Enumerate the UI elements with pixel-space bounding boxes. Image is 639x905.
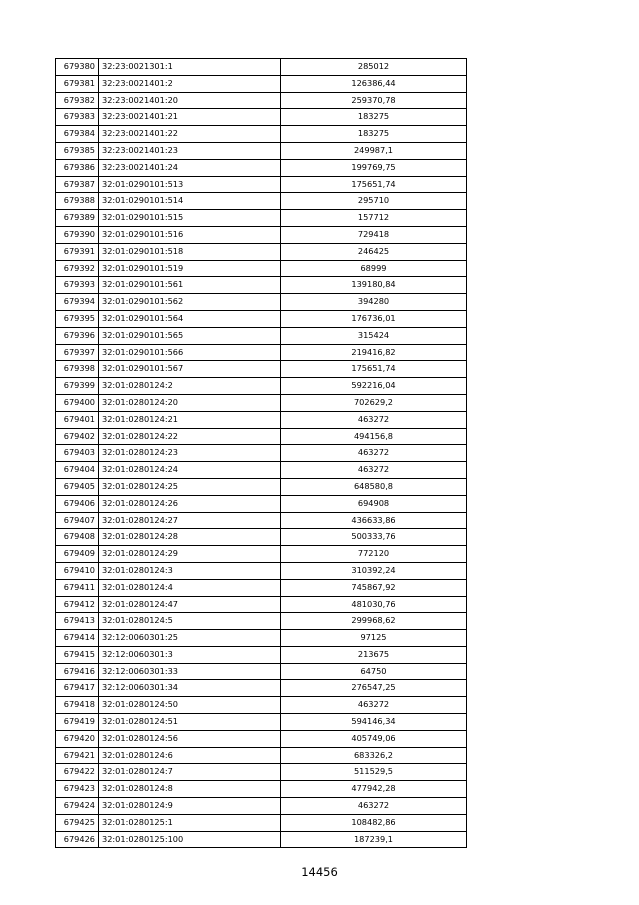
table-row: [56, 378, 467, 395]
value-cell: 648580,8: [281, 478, 467, 495]
cadastral-number-cell: 32:01:0280124:6: [99, 747, 281, 764]
row-id-cell: 679422: [56, 764, 99, 781]
value-cell: 108482,86: [281, 814, 467, 831]
value-cell: 511529,5: [281, 764, 467, 781]
value-cell: 463272: [281, 445, 467, 462]
table-row: [56, 478, 467, 495]
value-cell: 463272: [281, 697, 467, 714]
row-id-cell: 679415: [56, 646, 99, 663]
value-cell: 481030,76: [281, 596, 467, 613]
row-id-cell: 679410: [56, 562, 99, 579]
row-id-cell: 679383: [56, 109, 99, 126]
value-cell: 463272: [281, 798, 467, 815]
value-cell: 494156,8: [281, 428, 467, 445]
table-row: [56, 260, 467, 277]
cadastral-number-cell: 32:12:0060301:33: [99, 663, 281, 680]
table-row: [56, 814, 467, 831]
cadastral-number-cell: 32:01:0280124:4: [99, 579, 281, 596]
cadastral-number-cell: 32:23:0021401:24: [99, 159, 281, 176]
value-cell: 176736,01: [281, 310, 467, 327]
table-row: [56, 747, 467, 764]
cadastral-number-cell: 32:12:0060301:34: [99, 680, 281, 697]
row-id-cell: 679400: [56, 394, 99, 411]
row-id-cell: 679399: [56, 378, 99, 395]
cadastral-number-cell: 32:01:0280124:29: [99, 546, 281, 563]
cadastral-number-cell: 32:01:0280124:5: [99, 613, 281, 630]
table-row: [56, 210, 467, 227]
cadastral-number-cell: 32:23:0021301:1: [99, 59, 281, 76]
table-row: [56, 764, 467, 781]
table-row: [56, 126, 467, 143]
row-id-cell: 679396: [56, 327, 99, 344]
row-id-cell: 679426: [56, 831, 99, 848]
row-id-cell: 679424: [56, 798, 99, 815]
cadastral-number-cell: 32:01:0280124:51: [99, 714, 281, 731]
value-cell: 126386,44: [281, 75, 467, 92]
row-id-cell: 679397: [56, 344, 99, 361]
row-id-cell: 679398: [56, 361, 99, 378]
data-table: [55, 58, 467, 848]
value-cell: 394280: [281, 294, 467, 311]
table-row: [56, 92, 467, 109]
value-cell: 436633,86: [281, 512, 467, 529]
value-cell: 594146,34: [281, 714, 467, 731]
cadastral-number-cell: 32:01:0290101:565: [99, 327, 281, 344]
value-cell: 175651,74: [281, 176, 467, 193]
value-cell: 183275: [281, 109, 467, 126]
cadastral-number-cell: 32:01:0280124:3: [99, 562, 281, 579]
cadastral-number-cell: 32:01:0280124:7: [99, 764, 281, 781]
value-cell: 97125: [281, 630, 467, 647]
row-id-cell: 679413: [56, 613, 99, 630]
table-row: [56, 562, 467, 579]
table-row: [56, 730, 467, 747]
table-row: [56, 344, 467, 361]
row-id-cell: 679414: [56, 630, 99, 647]
row-id-cell: 679385: [56, 142, 99, 159]
row-id-cell: 679388: [56, 193, 99, 210]
cadastral-number-cell: 32:01:0280124:26: [99, 495, 281, 512]
row-id-cell: 679404: [56, 462, 99, 479]
table-row: [56, 75, 467, 92]
cadastral-number-cell: 32:01:0280124:22: [99, 428, 281, 445]
row-id-cell: 679395: [56, 310, 99, 327]
row-id-cell: 679421: [56, 747, 99, 764]
value-cell: 249987,1: [281, 142, 467, 159]
row-id-cell: 679389: [56, 210, 99, 227]
row-id-cell: 679411: [56, 579, 99, 596]
row-id-cell: 679390: [56, 226, 99, 243]
table-row: [56, 226, 467, 243]
value-cell: 175651,74: [281, 361, 467, 378]
cadastral-number-cell: 32:01:0290101:567: [99, 361, 281, 378]
cadastral-number-cell: 32:23:0021401:21: [99, 109, 281, 126]
row-id-cell: 679392: [56, 260, 99, 277]
cadastral-number-cell: 32:01:0280124:9: [99, 798, 281, 815]
row-id-cell: 679384: [56, 126, 99, 143]
table-row: [56, 142, 467, 159]
value-cell: 157712: [281, 210, 467, 227]
cadastral-number-cell: 32:01:0290101:516: [99, 226, 281, 243]
cadastral-number-cell: 32:01:0280125:1: [99, 814, 281, 831]
row-id-cell: 679417: [56, 680, 99, 697]
value-cell: 463272: [281, 411, 467, 428]
value-cell: 315424: [281, 327, 467, 344]
cadastral-number-cell: 32:01:0290101:513: [99, 176, 281, 193]
value-cell: 729418: [281, 226, 467, 243]
row-id-cell: 679381: [56, 75, 99, 92]
table-row: [56, 680, 467, 697]
cadastral-number-cell: 32:01:0280124:24: [99, 462, 281, 479]
row-id-cell: 679401: [56, 411, 99, 428]
table-row: [56, 243, 467, 260]
table-row: [56, 512, 467, 529]
row-id-cell: 679405: [56, 478, 99, 495]
value-cell: 295710: [281, 193, 467, 210]
table-row: [56, 798, 467, 815]
cadastral-number-cell: 32:12:0060301:25: [99, 630, 281, 647]
table-row: [56, 462, 467, 479]
cadastral-number-cell: 32:01:0280124:20: [99, 394, 281, 411]
table-row: [56, 596, 467, 613]
row-id-cell: 679393: [56, 277, 99, 294]
table-row: [56, 428, 467, 445]
row-id-cell: 679407: [56, 512, 99, 529]
cadastral-number-cell: 32:01:0290101:564: [99, 310, 281, 327]
row-id-cell: 679409: [56, 546, 99, 563]
cadastral-number-cell: 32:01:0280124:23: [99, 445, 281, 462]
value-cell: 64750: [281, 663, 467, 680]
cadastral-number-cell: 32:01:0290101:514: [99, 193, 281, 210]
row-id-cell: 679420: [56, 730, 99, 747]
cadastral-number-cell: 32:12:0060301:3: [99, 646, 281, 663]
value-cell: 772120: [281, 546, 467, 563]
cadastral-number-cell: 32:23:0021401:2: [99, 75, 281, 92]
table-row: [56, 394, 467, 411]
cadastral-number-cell: 32:01:0290101:561: [99, 277, 281, 294]
cadastral-number-cell: 32:01:0290101:515: [99, 210, 281, 227]
row-id-cell: 679403: [56, 445, 99, 462]
cadastral-number-cell: 32:01:0290101:518: [99, 243, 281, 260]
row-id-cell: 679408: [56, 529, 99, 546]
cadastral-number-cell: 32:01:0280124:27: [99, 512, 281, 529]
value-cell: 745867,92: [281, 579, 467, 596]
table-row: [56, 646, 467, 663]
table-row: [56, 781, 467, 798]
cadastral-number-cell: 32:01:0280124:50: [99, 697, 281, 714]
cadastral-number-cell: 32:01:0290101:519: [99, 260, 281, 277]
value-cell: 213675: [281, 646, 467, 663]
value-cell: 702629,2: [281, 394, 467, 411]
table-row: [56, 831, 467, 848]
row-id-cell: 679412: [56, 596, 99, 613]
row-id-cell: 679418: [56, 697, 99, 714]
table-row: [56, 310, 467, 327]
row-id-cell: 679387: [56, 176, 99, 193]
table-row: [56, 613, 467, 630]
table-row: [56, 411, 467, 428]
cadastral-number-cell: 32:01:0280124:47: [99, 596, 281, 613]
row-id-cell: 679402: [56, 428, 99, 445]
row-id-cell: 679406: [56, 495, 99, 512]
value-cell: 187239,1: [281, 831, 467, 848]
table-row: [56, 327, 467, 344]
value-cell: 285012: [281, 59, 467, 76]
row-id-cell: 679391: [56, 243, 99, 260]
value-cell: 259370,78: [281, 92, 467, 109]
row-id-cell: 679423: [56, 781, 99, 798]
table-row: [56, 176, 467, 193]
cadastral-number-cell: 32:01:0280124:56: [99, 730, 281, 747]
table-row: [56, 714, 467, 731]
row-id-cell: 679419: [56, 714, 99, 731]
value-cell: 463272: [281, 462, 467, 479]
row-id-cell: 679394: [56, 294, 99, 311]
table-row: [56, 159, 467, 176]
value-cell: 592216,04: [281, 378, 467, 395]
table-row: [56, 59, 467, 76]
table-row: [56, 546, 467, 563]
cadastral-number-cell: 32:01:0290101:562: [99, 294, 281, 311]
table-row: [56, 109, 467, 126]
value-cell: 477942,28: [281, 781, 467, 798]
table-row: [56, 697, 467, 714]
value-cell: 694908: [281, 495, 467, 512]
cadastral-number-cell: 32:01:0280124:8: [99, 781, 281, 798]
table-row: [56, 495, 467, 512]
value-cell: 139180,84: [281, 277, 467, 294]
table-row: [56, 663, 467, 680]
table-row: [56, 529, 467, 546]
value-cell: 68999: [281, 260, 467, 277]
value-cell: 183275: [281, 126, 467, 143]
cadastral-number-cell: 32:01:0290101:566: [99, 344, 281, 361]
table-row: [56, 579, 467, 596]
table-row: [56, 277, 467, 294]
cadastral-number-cell: 32:01:0280124:21: [99, 411, 281, 428]
page-number: 14456: [301, 865, 338, 879]
cadastral-number-cell: 32:23:0021401:22: [99, 126, 281, 143]
cadastral-number-cell: 32:01:0280125:100: [99, 831, 281, 848]
value-cell: 683326,2: [281, 747, 467, 764]
value-cell: 310392,24: [281, 562, 467, 579]
row-id-cell: 679382: [56, 92, 99, 109]
table-body: [56, 59, 467, 848]
row-id-cell: 679425: [56, 814, 99, 831]
value-cell: 219416,82: [281, 344, 467, 361]
value-cell: 246425: [281, 243, 467, 260]
table-row: [56, 193, 467, 210]
row-id-cell: 679380: [56, 59, 99, 76]
cadastral-number-cell: 32:23:0021401:20: [99, 92, 281, 109]
value-cell: 405749,06: [281, 730, 467, 747]
cadastral-number-cell: 32:23:0021401:23: [99, 142, 281, 159]
value-cell: 276547,25: [281, 680, 467, 697]
cadastral-number-cell: 32:01:0280124:2: [99, 378, 281, 395]
value-cell: 500333,76: [281, 529, 467, 546]
cadastral-number-cell: 32:01:0280124:25: [99, 478, 281, 495]
value-cell: 299968,62: [281, 613, 467, 630]
value-cell: 199769,75: [281, 159, 467, 176]
table-row: [56, 630, 467, 647]
table-row: [56, 445, 467, 462]
row-id-cell: 679416: [56, 663, 99, 680]
table-row: [56, 361, 467, 378]
cadastral-number-cell: 32:01:0280124:28: [99, 529, 281, 546]
table-row: [56, 294, 467, 311]
row-id-cell: 679386: [56, 159, 99, 176]
